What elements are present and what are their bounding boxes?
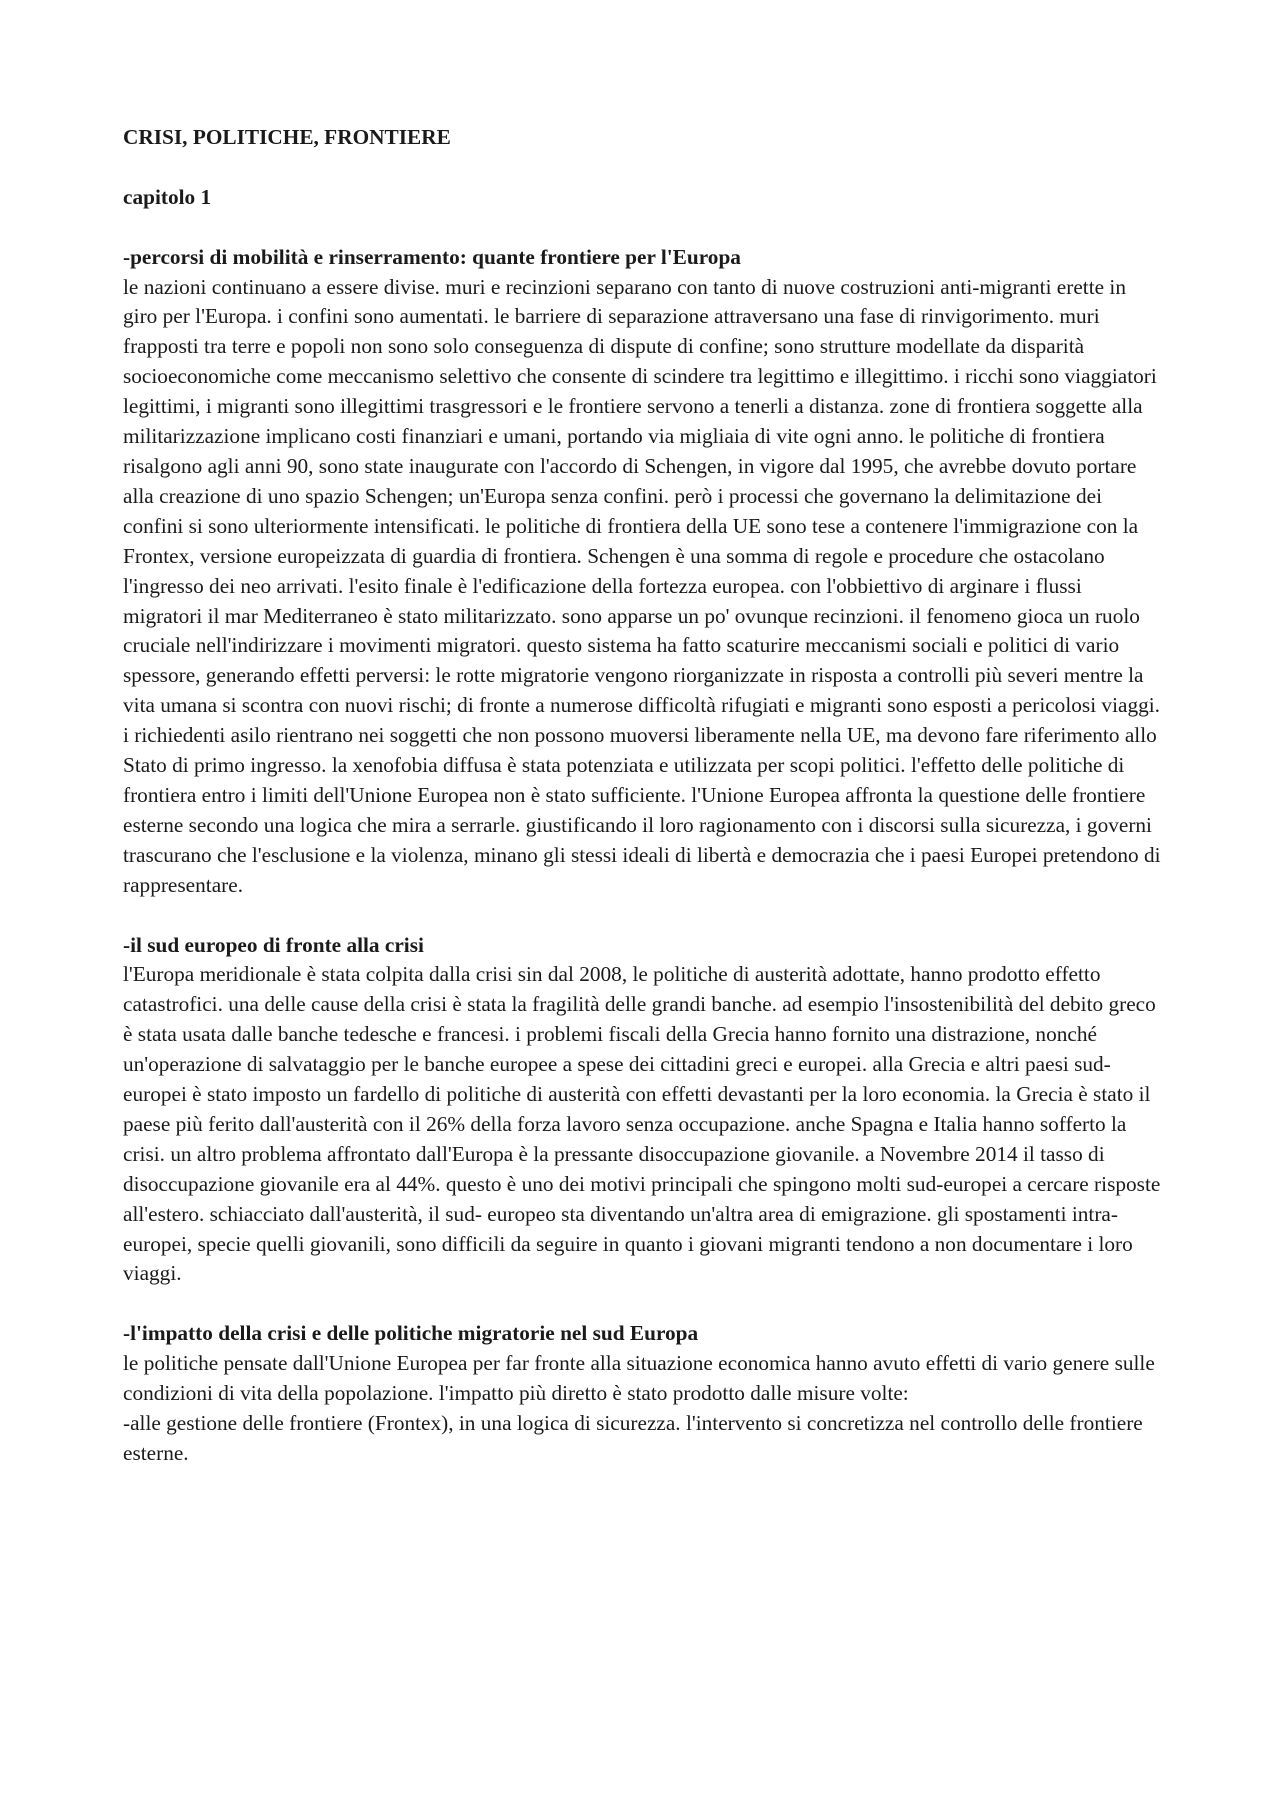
document-title: CRISI, POLITICHE, FRONTIERE bbox=[123, 125, 451, 149]
section-paragraph: le politiche pensate dall'Unione Europea per far fronte alla situazione economica hanno avuto effetti di vario genere sulle condizioni di vita della popolazione. l'impatto più diretto è stato prodotto dalle misure volte: bbox=[123, 1351, 1155, 1406]
section-paragraph: l'Europa meridionale è stata colpita dalla crisi sin dal 2008, le politiche di austerità adottate, hanno prodotto effetto catastrofici. una delle cause della crisi è stata la fragilità delle grandi banche. ad esempio l'insostenibilità del debito greco è stata usata dalle banche tedesche e francesi. i problemi fiscali della Grecia hanno fornito una distrazione, nonché un'operazione di salvataggio per le banche europee a spese dei cittadini greci e europei. alla Grecia e altri paesi sud-europei è stato imposto un fardello di politiche di austerità con effetti devastanti per la loro economia. la Grecia è stato il paese più ferito dall'austerità con il 26% della forza lavoro senza occupazione. anche Spagna e Italia hanno sofferto la crisi. un altro problema affrontato dall'Europa è la pressante disoccupazione giovanile. a Novembre 2014 il tasso di disoccupazione giovanile era al 44%. questo è uno dei motivi principali che spingono molti sud-europei a cercare risposte all'estero. schiacciato dall'austerità, il sud- europeo sta diventando un'altra area di emigrazione. gli spostamenti intra-europei, specie quelli giovanili, sono difficili da seguire in quanto i giovani migranti tendono a non documentare i loro viaggi. bbox=[123, 962, 1161, 1286]
section-heading: -percorsi di mobilità e rinserramento: quante frontiere per l'Europa bbox=[123, 244, 741, 269]
section-paragraph: le nazioni continuano a essere divise. muri e recinzioni separano con tanto di nuove costruzioni anti-migranti erette in giro per l'Europa. i confini sono aumentati. le barriere di separazione attraversano una fase di rinvigorimento. muri frapposti tra terre e popoli non sono solo conseguenza di dispute di confine; sono strutture modellate da disparità socioeconomiche come meccanismo selettivo che consente di scindere tra legittimo e illegittimo. i ricchi sono viaggiatori legittimi, i migranti sono illegittimi trasgressori e le frontiere servono a tenerli a distanza. zone di frontiera soggette alla militarizzazione implicano costi finanziari e umani, portando via migliaia di vite ogni anno. le politiche di frontiera risalgono agli anni 90, sono state inaugurate con l'accordo di Schengen, in vigore dal 1995, che avrebbe dovuto portare alla creazione di uno spazio Schengen; un'Europa senza confini. però i processi che governano la delimitazione dei confini si sono ulteriormente intensificati. le politiche di frontiera della UE sono tese a contenere l'immigrazione con la Frontex, versione europeizzata di guardia di frontiera. Schengen è una somma di regole e procedure che ostacolano l'ingresso dei neo arrivati. l'esito finale è l'edificazione della fortezza europea. con l'obbiettivo di arginare i flussi migratori il mar Mediterraneo è stato militarizzato. sono apparse un po' ovunque recinzioni. il fenomeno gioca un ruolo cruciale nell'indirizzare i movimenti migratori. questo sistema ha fatto scaturire meccanismi sociali e politici di vario spessore, generando effetti perversi: le rotte migratorie vengono riorganizzate in risposta a controlli più severi mentre la vita umana si scontra con nuovi rischi; di fronte a numerose difficoltà rifugiati e migranti sono esposti a pericolosi viaggi. i richiedenti asilo rientrano nei soggetti che non possono muoversi liberamente nella UE, ma devono fare riferimento allo Stato di primo ingresso. la xenofobia diffusa è stata potenziata e utilizzata per scopi politici. l'effetto delle politiche di frontiera entro i limiti dell'Unione Europea non è stato sufficiente. l'Unione Europea affronta la questione delle frontiere esterne secondo una logica che mira a serrarle. giustificando il loro ragionamento con i discorsi sulla sicurezza, i governi trascurano che l'esclusione e la violenza, minano gli stessi ideali di libertà e democrazia che i paesi Europei pretendono di rappresentare. bbox=[123, 274, 1161, 897]
document-content bbox=[123, 123, 1163, 1469]
section-heading: -l'impatto della crisi e delle politiche migratorie nel sud Europa bbox=[123, 1321, 699, 1346]
section-borders-europe bbox=[123, 243, 1163, 901]
section-heading: -il sud europeo di fronte alla crisi bbox=[123, 932, 424, 957]
section-south-europe-crisis bbox=[123, 931, 1163, 1290]
chapter-heading: capitolo 1 bbox=[123, 184, 212, 209]
section-list-line: -alle gestione delle frontiere (Frontex), in una logica di sicurezza. l'intervento si concretizza nel controllo delle frontiere esterne. bbox=[123, 1410, 1143, 1465]
section-crisis-impact bbox=[123, 1319, 1163, 1469]
